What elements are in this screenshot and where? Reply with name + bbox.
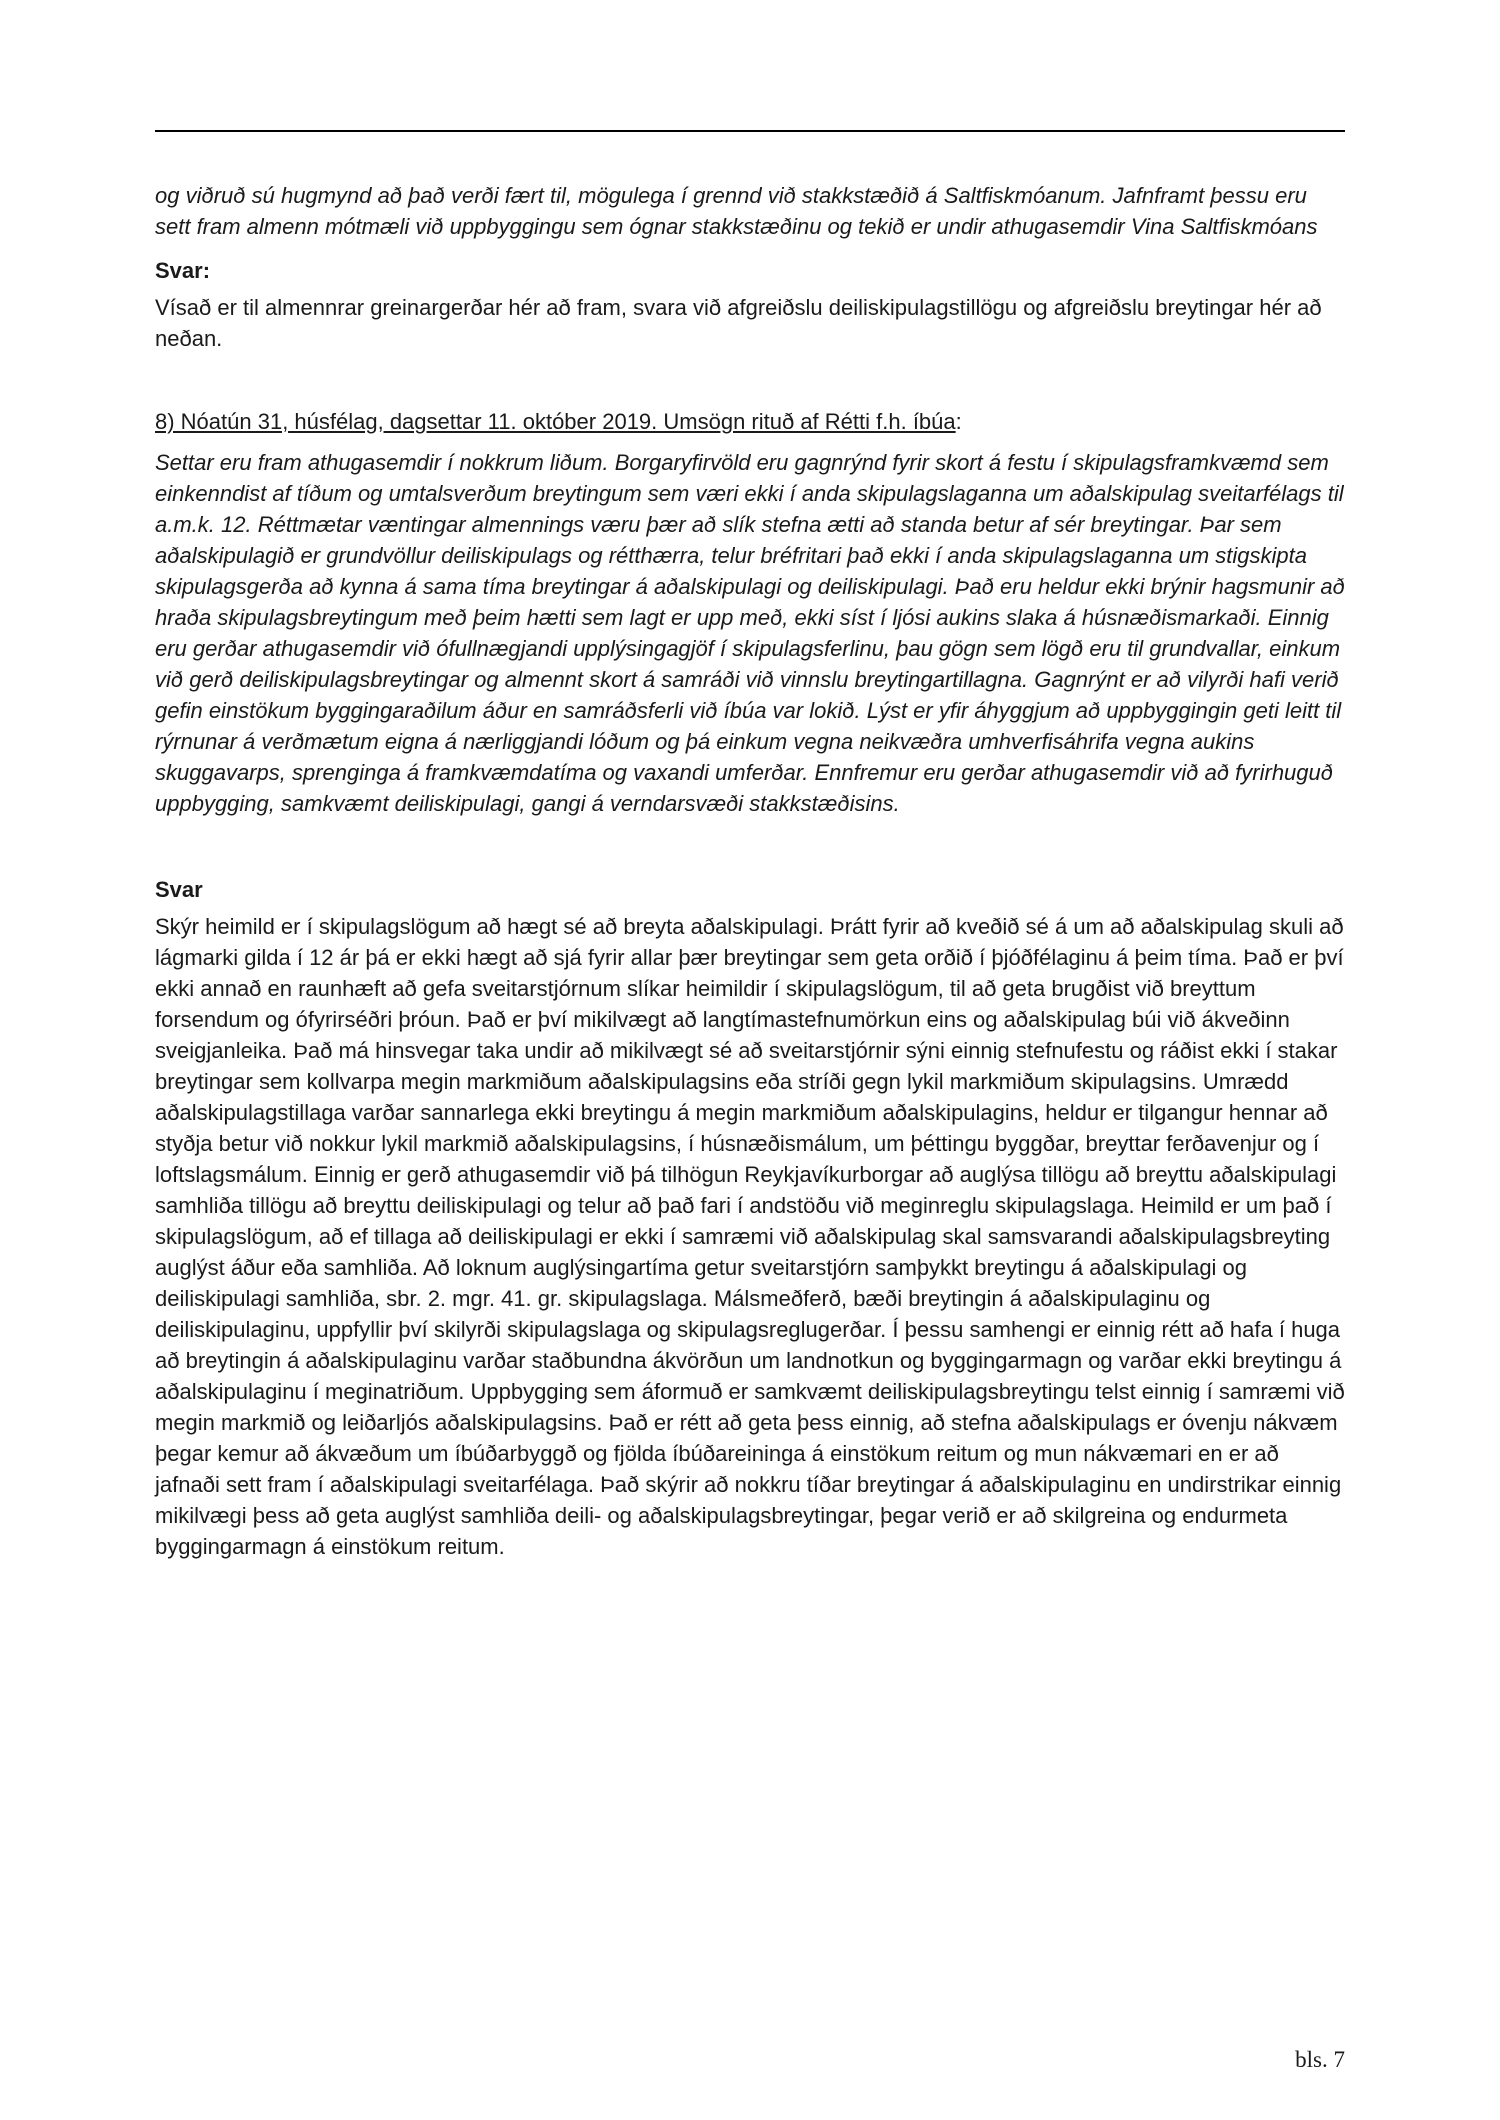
section-heading <box>155 406 1345 437</box>
carryover-paragraph: og viðruð sú hugmynd að það verði fært til, mögulega í grennd við stakkstæðið á Saltfiskmóanum. Jafnframt þessu eru sett fram almenn mótmæli við uppbyggingu sem ógnar stakkstæðinu og tekið er undir athugasemdir Vina Saltfiskmóans <box>155 183 1318 239</box>
section-heading-text: 8) Nóatún 31, húsfélag, dagsettar 11. október 2019. Umsögn rituð af Rétti f.h. íbúa <box>155 409 956 434</box>
answer2-label: Svar <box>155 877 203 902</box>
answer1-label: Svar: <box>155 258 211 283</box>
header-rule <box>155 130 1345 132</box>
answer1-text: Vísað er til almennrar greinargerðar hér að fram, svara við afgreiðslu deiliskipulagstillögu og afgreiðslu breytingar hér að neðan. <box>155 295 1322 351</box>
page-body <box>155 180 1345 1575</box>
section-heading-colon: : <box>955 409 962 434</box>
answer2-text: Skýr heimild er í skipulagslögum að hægt sé að breyta aðalskipulagi. Þrátt fyrir að kveðið sé á um að aðalskipulag skuli að lágmarki gilda í 12 ár þá er ekki hægt að sjá fyrir allar þær breytingar sem geta orðið í þjóðfélaginu á þeim tíma. Það er því ekki annað en raunhæft að gefa sveitarstjórnum slíkar heimildir í skipulagslögum, til að geta brugðist við breyttum forsendum og ófyrirséðri þróun. Það er því mikilvægt að langtímastefnumörkun eins og aðalskipulag búi við ákveðinn sveigjanleika. Það má hinsvegar taka undir að mikilvægt sé að sveitarstjórnir sýni einnig stefnufestu og ráðist ekki í stakar breytingar sem kollvarpa megin markmiðum aðalskipulagsins eða stríði gegn lykil markmiðum skipulagsins. Umrædd aðalskipulagstillaga varðar sannarlega ekki breytingu á megin markmiðum aðalskipulagins, heldur er tilgangur hennar að styðja betur við nokkur lykil markmið aðalskipulagsins, í húsnæðismálum, um þéttingu byggðar, breyttar ferðavenjur og í loftslagsmálum. Einnig er gerð athugasemdir við þá tilhögun Reykjavíkurborgar að auglýsa tillögu að breyttu aðalskipulagi samhliða tillögu að breyttu deiliskipulagi og telur að það fari í andstöðu við meginreglu skipulagslaga. Heimild er um það í skipulagslögum, að ef tillaga að deiliskipulagi er ekki í samræmi við aðalskipulag skal samsvarandi aðalskipulagsbreyting auglýst áður eða samhliða. Að loknum auglýsingartíma getur sveitarstjórn samþykkt breytingu á aðalskipulagi og deiliskipulagi samhliða, sbr. 2. mgr. 41. gr. skipulagslaga. Málsmeðferð, bæði breytingin á aðalskipulaginu og deiliskipulaginu, uppfyllir því skilyrði skipulagslaga og skipulagsreglugerðar. Í þessu samhengi er einnig rétt að hafa í huga að breytingin á aðalskipulaginu varðar staðbundna ákvörðun um landnotkun og byggingarmagn og varðar ekki breytingu á aðalskipulaginu í meginatriðum. Uppbygging sem áformuð er samkvæmt deiliskipulagsbreytingu telst einnig í samræmi við megin markmið og leiðarljós aðalskipulagsins. Það er rétt að geta þess einnig, að stefna aðalskipulags er óvenju nákvæm þegar kemur að ákvæðum um íbúðarbyggð og fjölda íbúðareininga á einstökum reitum og mun nákvæmari en er að jafnaði sett fram í aðalskipulagi sveitarfélaga. Það skýrir að nokkru tíðar breytingar á aðalskipulaginu en undirstrikar einnig mikilvægi þess að geta auglýst samhliða deili- og aðalskipulagsbreytingar, þegar verið er að skilgreina og endurmeta byggingarmagn á einstökum reitum. <box>155 914 1345 1559</box>
page-number: bls. 7 <box>1295 2047 1345 2072</box>
section-comment-paragraph: Settar eru fram athugasemdir í nokkrum liðum. Borgaryfirvöld eru gagnrýnd fyrir skort á festu í skipulagsframkvæmd sem einkenndist af tíðum og umtalsverðum breytingum sem væri ekki í anda skipulagslaganna um aðalskipulag sveitarfélags til a.m.k. 12. Réttmætar væntingar almennings væru þær að slík stefna ætti að standa betur af sér breytingar. Þar sem aðalskipulagið er grundvöllur deiliskipulags og rétthærra, telur bréfritari það ekki í anda skipulagslaganna um stigskipta skipulagsgerða að kynna á sama tíma breytingar á aðalskipulagi og deiliskipulagi. Það eru heldur ekki brýnir hagsmunir að hraða skipulagsbreytingum með þeim hætti sem lagt er upp með, ekki síst í ljósi aukins slaka á húsnæðismarkaði. Einnig eru gerðar athugasemdir við ófullnægjandi upplýsingagjöf í skipulagsferlinu, þau gögn sem lögð eru til grundvallar, einkum við gerð deiliskipulagsbreytingar og almennt skort á samráði við vinnslu breytingartillagna. Gagnrýnt er að vilyrði hafi verið gefin einstökum byggingaraðilum áður en samráðsferli við íbúa var lokið. Lýst er yfir áhyggjum að uppbyggingin geti leitt til rýrnunar á verðmætum eigna á nærliggjandi lóðum og þá einkum vegna neikvæðra umhverfisáhrifa vegna aukins skuggavarps, sprenginga á framkvæmdatíma og vaxandi umferðar. Ennfremur eru gerðar athugasemdir við að fyrirhuguð uppbygging, samkvæmt deiliskipulagi, gangi á verndarsvæði stakkstæðisins. <box>155 450 1345 816</box>
